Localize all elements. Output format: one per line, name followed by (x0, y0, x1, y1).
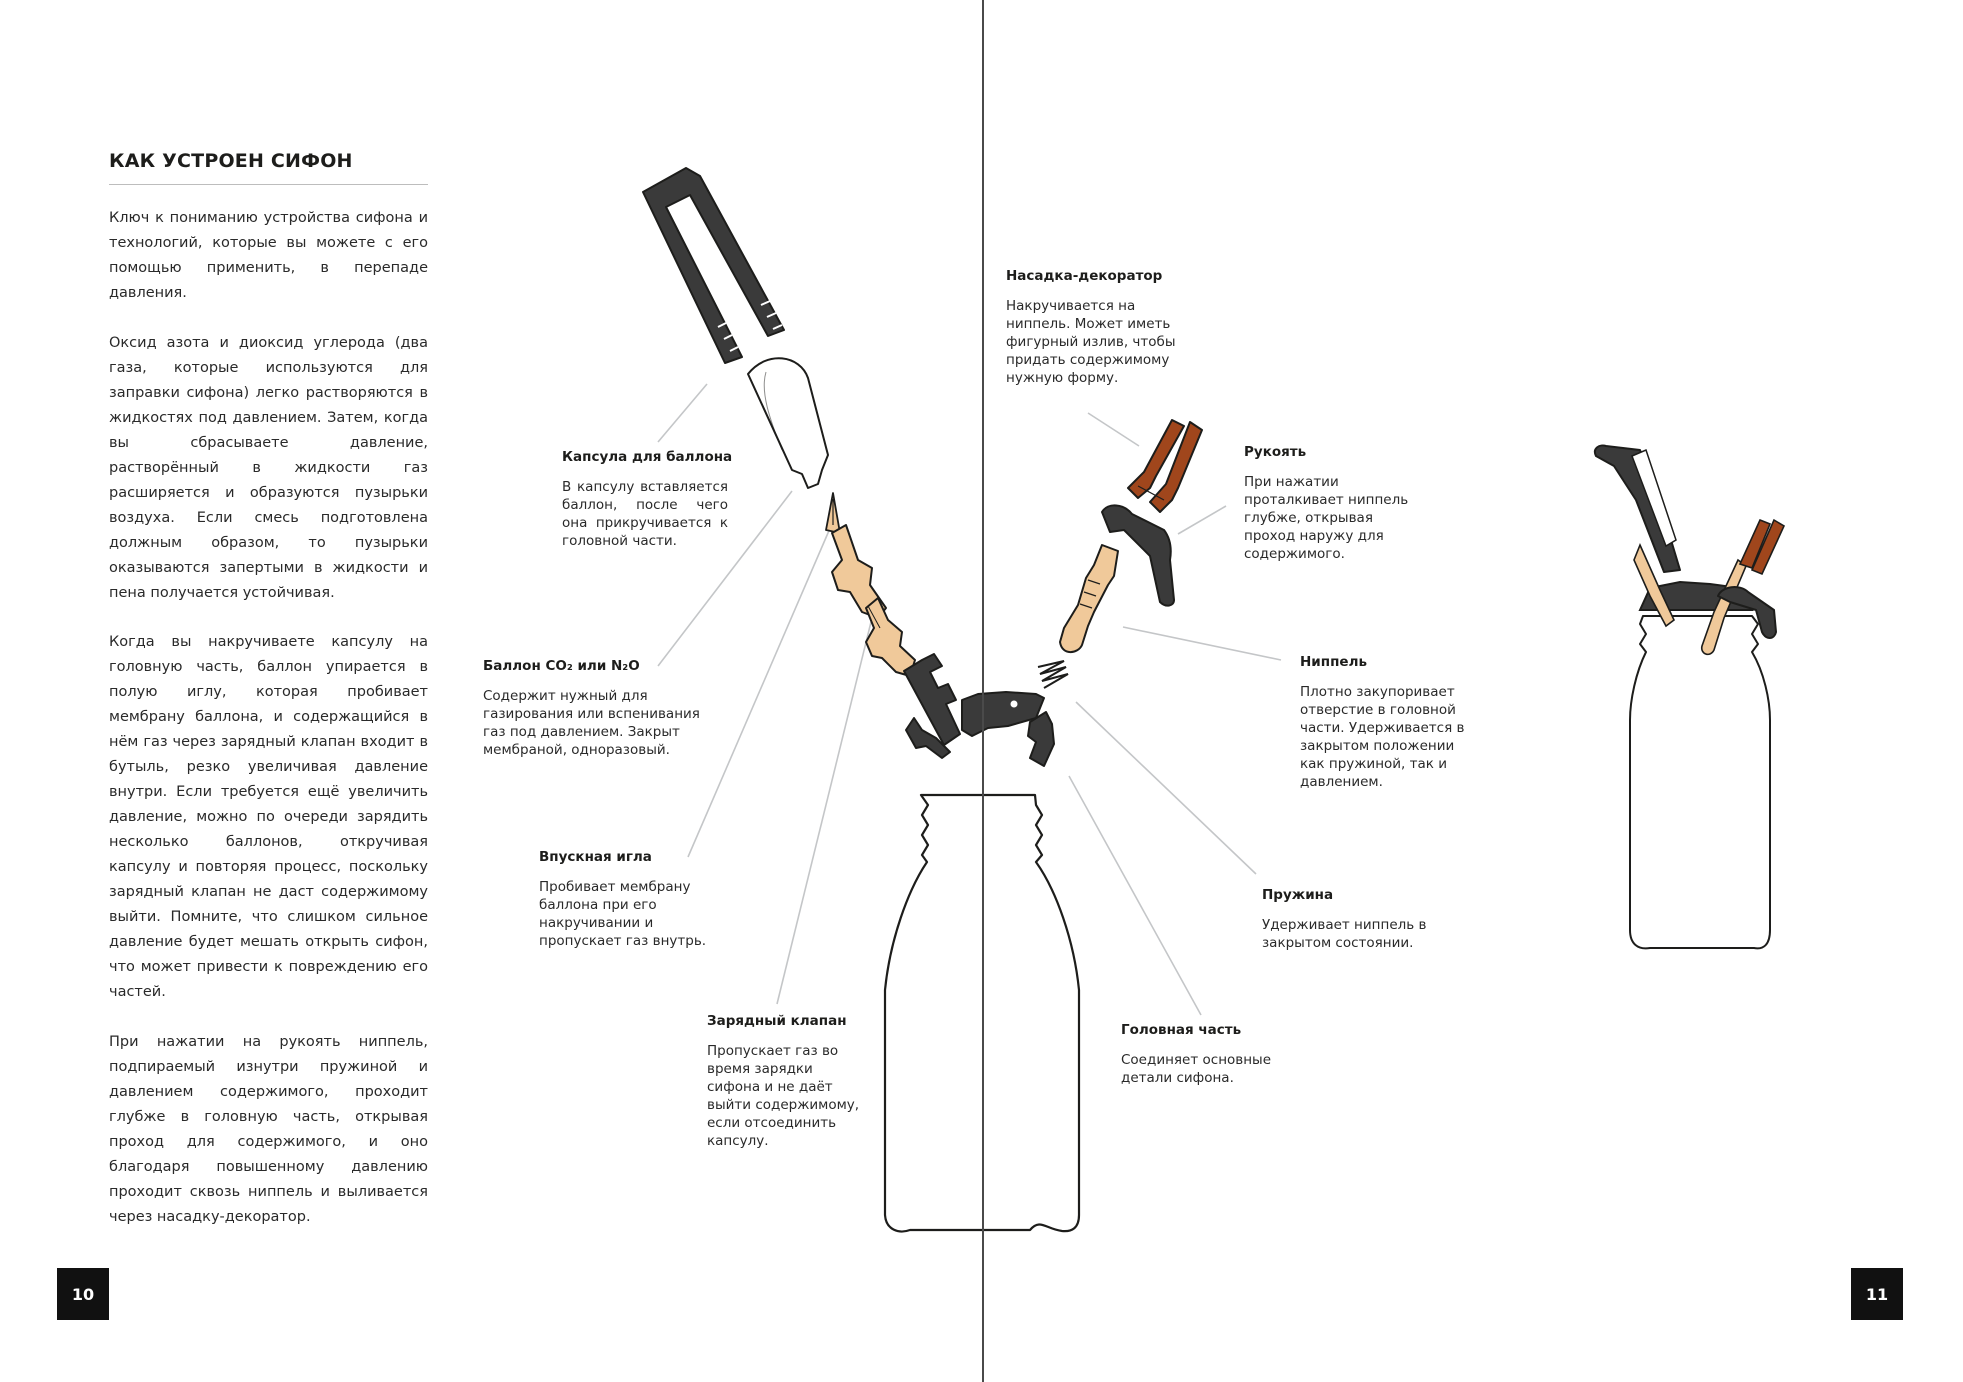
callout-capsule (562, 449, 733, 550)
callout-cartridge-text: Содержит нужный для газирования или вспенивания газ под давлением. Закрыт мембраной, одноразовый. (483, 688, 700, 758)
body-text (109, 331, 428, 606)
body-text (109, 1030, 428, 1230)
callout-spring-title: Пружина (1262, 887, 1334, 903)
body-paragraph-2: Оксид азота и диоксид углерода (два газа, которые используются для заправки сифона) легко растворяются в жидкостях под давлением. Затем, когда вы сбрасываете давление, растворённый в жидкости газ расширяется и образуются пузырьки воздуха. Если смесь подготовлена должным образом, то пузырьки оказываются запертыми в жидкости и пена получается устойчивая. (109, 335, 428, 601)
leader-line-lever (1178, 506, 1226, 534)
callout-head-title: Головная часть (1121, 1022, 1242, 1038)
leader-line-capsule (658, 384, 707, 442)
callout-needle-title: Впускная игла (539, 849, 652, 865)
callout-charging-valve-title: Зарядный клапан (707, 1013, 847, 1029)
body-paragraph-4: При нажатии на рукоять ниппель, подпираемый изнутри пружиной и давлением содержимого, проходит глубже в головную часть, открывая проход для содержимого, и оно благодаря повышенному давлению проходит сквозь ниппель и выливается через насадку-декоратор. (109, 1034, 428, 1225)
leader-line-nozzle (1088, 413, 1139, 446)
callout-charging-valve-text: Пропускает газ во время зарядки сифона и не даёт выйти содержимому, если отсоединить капсулу. (707, 1043, 860, 1149)
body-text (109, 630, 428, 1005)
center-fold (982, 0, 984, 1382)
needle-part (826, 493, 840, 533)
callout-nozzle (1006, 268, 1176, 387)
callout-needle-text: Пробивает мембрану баллона при его накручивании и пропускает газ внутрь. (539, 879, 707, 949)
callout-nipple (1300, 654, 1472, 791)
page-heading: КАК УСТРОЕН СИФОН (109, 150, 353, 172)
assembled-siphon (1595, 445, 1784, 948)
callout-nipple-title: Ниппель (1300, 654, 1367, 670)
callout-charging-valve (707, 1013, 869, 1150)
callout-nipple-text: Плотно закупоривает отверстие в головной части. Удерживается в закрытом положении как пружиной, так и давлением. (1300, 684, 1465, 790)
capsule-part (643, 168, 784, 363)
nozzle-part (1128, 420, 1202, 512)
callout-cartridge (483, 658, 719, 759)
head-part (904, 654, 1054, 766)
callout-capsule-title: Капсула для баллона (562, 449, 733, 465)
callout-needle (539, 849, 719, 950)
spring-part (1038, 661, 1068, 688)
cartridge-part (748, 358, 828, 488)
leader-line-nipple (1123, 627, 1281, 660)
body-paragraph-3: Когда вы накручиваете капсулу на головную часть, баллон упирается в полую иглу, которая пробивает мембрану баллона, и содержащийся в нём газ через зарядный клапан входит в бутыль, резко увеличивая давление внутри. Если требуется ещё увеличить давление, можно по очереди зарядить несколько баллонов, откручивая капсулу и повторяя процесс, поскольку зарядный клапан не даст содержимому выйти. Помните, что слишком сильное давление будет мешать открыть сифон, что может привести к повреждению его частей. (109, 634, 428, 1000)
callout-spring-text: Удерживает ниппель в закрытом состоянии. (1262, 917, 1427, 951)
callout-spring (1262, 887, 1438, 952)
page-number-right: 11 (1851, 1268, 1903, 1320)
callout-nozzle-text: Накручивается на ниппель. Может иметь фигурный излив, чтобы придать содержимому нужную форму. (1006, 298, 1176, 386)
callout-nozzle-title: Насадка-декоратор (1006, 268, 1163, 284)
callout-lever-title: Рукоять (1244, 444, 1307, 460)
nipple-part (1060, 545, 1118, 652)
callout-cartridge-title: Баллон CO₂ или N₂O (483, 658, 640, 674)
charging-valve-part (832, 525, 915, 676)
callout-lever (1244, 444, 1416, 563)
callout-head (1121, 1022, 1291, 1087)
leader-line-charging-valve (777, 622, 871, 1004)
callout-lever-text: При нажатии проталкивает ниппель глубже, открывая проход наружу для содержимого. (1244, 474, 1409, 562)
leader-line-spring (1076, 702, 1256, 874)
body-text (109, 206, 428, 306)
heading-rule (109, 184, 428, 185)
leader-line-head (1069, 776, 1201, 1015)
callout-capsule-text: В капсулу вставляется баллон, после чего она прикручивается к головной части. (562, 479, 728, 549)
page-number-left: 10 (57, 1268, 109, 1320)
body-paragraph-1: Ключ к пониманию устройства сифона и технологий, которые вы можете с его помощью применить, в перепаде давления. (109, 210, 428, 301)
callout-head-text: Соединяет основные детали сифона. (1121, 1052, 1272, 1086)
